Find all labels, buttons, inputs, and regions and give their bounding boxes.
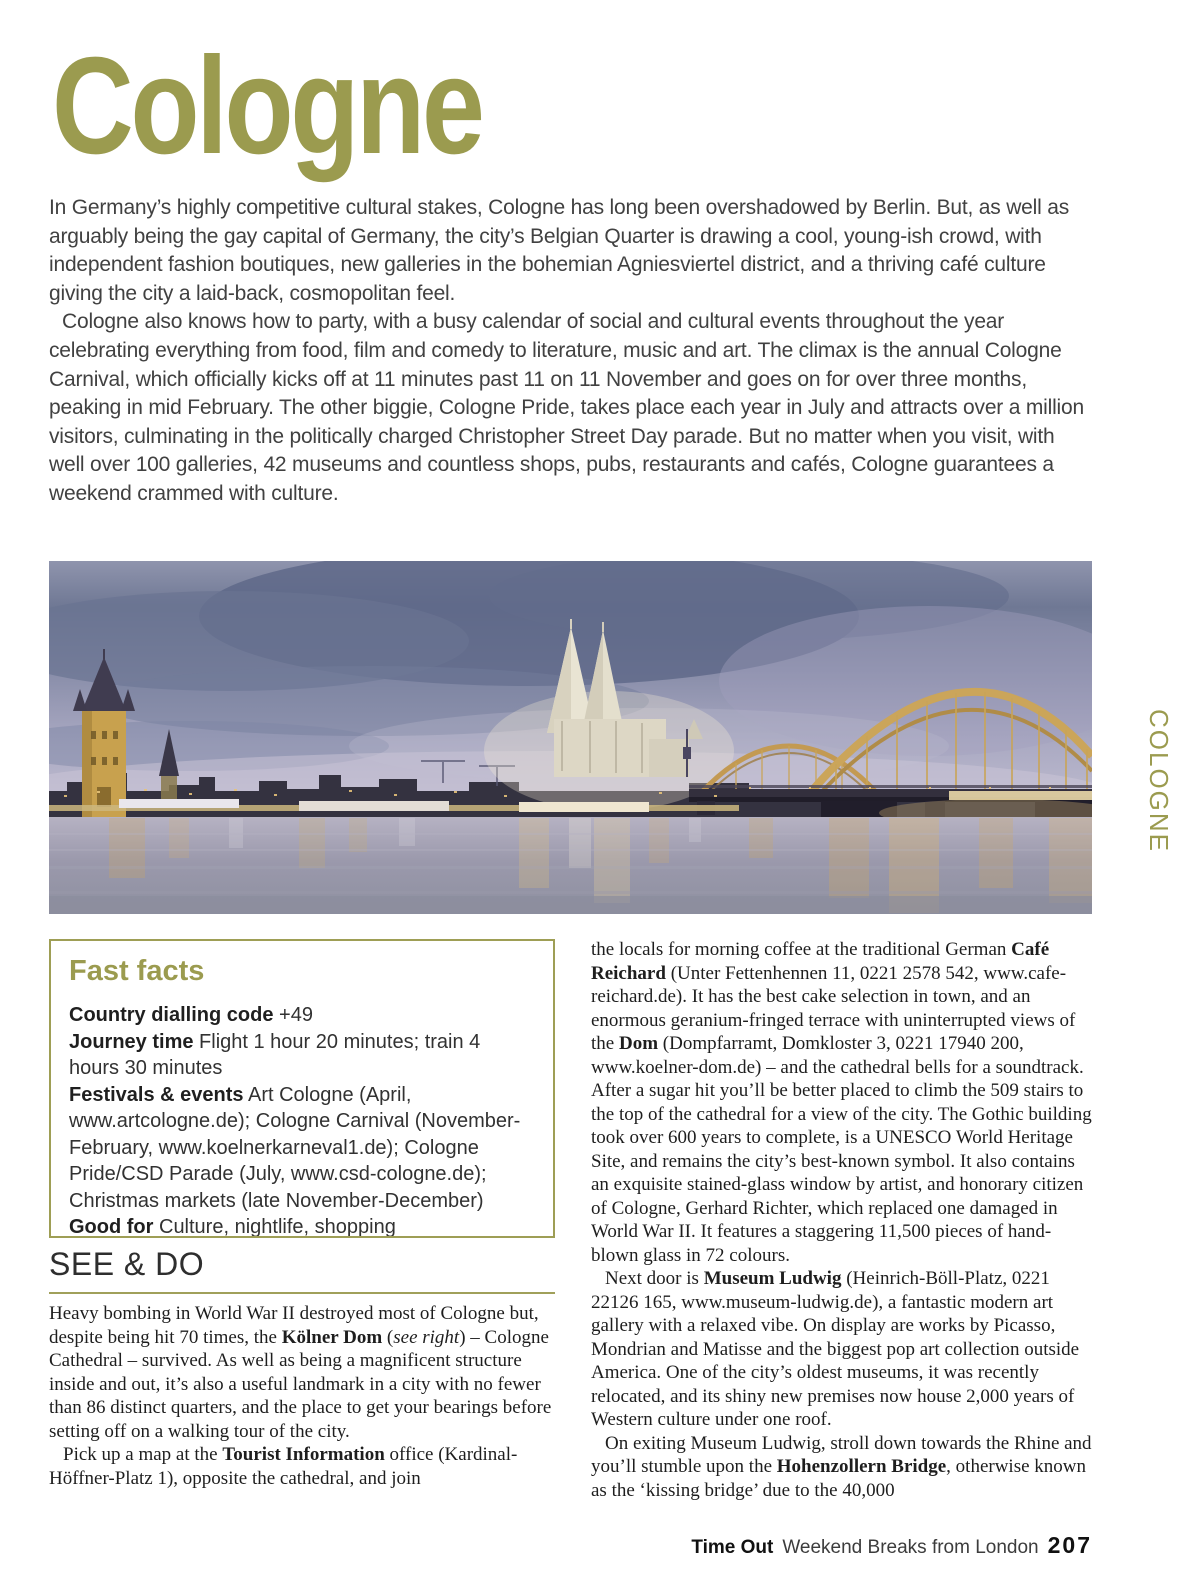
footer-series-title: Weekend Breaks from London: [782, 1537, 1039, 1558]
paragraph: Heavy bombing in World War II destroyed most of Cologne but, despite being hit 70 times, the Kölner Dom (see right) – Cologne Cathedral – survived. As well as being a magnificent structure inside and out, it’s also a useful landmark in a city with no fewer than 86 distinct quarters, and the place to get your bearings before setting off on a walking tour of the city.: [49, 1303, 552, 1442]
fast-fact-journey-time: Journey time Flight 1 hour 20 minutes; train 4 hours 30 minutes: [69, 1030, 481, 1079]
paragraph: Next door is Museum Ludwig (Heinrich-Böll-Platz, 0221 22126 165, www.museum-ludwig.de), a fantastic modern art gallery with a relaxed vibe. On display are works by Picasso, Mondrian and Matisse and the biggest pop art collection outside America. One of the city’s oldest museums, it was recently relocated, and its shiny new premises now house 2,000 years of Western culture under one roof.: [591, 1268, 1080, 1430]
fast-fact-dialling-code: Country dialling code +49: [69, 1004, 313, 1026]
section-heading-see-do: SEE & DO: [49, 1246, 555, 1294]
footer-page-number: 207: [1047, 1532, 1092, 1558]
intro-text: [49, 194, 1095, 509]
paragraph: the locals for morning coffee at the traditional German Café Reichard (Unter Fettenhennen 11, 0221 2578 542, www.cafe-reichard.de). It has the best cake selection in town, and an enormous geranium-fringed terrace with uninterrupted views of the Dom (Dompfarramt, Domkloster 3, 0221 17940 200, www.koelner-dom.de) – and the cathedral bells for a soundtrack. After a sugar hit you’ll be better placed to climb the 509 stairs to the top of the cathedral for a view of the city. The Gothic building took over 600 years to complete, is a UNESCO World Heritage Site, and remains the city’s best-known symbol. It also contains an exquisite stained-glass window by artist, and honorary citizen of Cologne, Gerhard Richter, which replaced one damaged in World War II. It features a staggering 11,500 pieces of hand-blown glass in 72 colours.: [591, 939, 1092, 1266]
body-column-right: [591, 938, 1093, 1502]
paragraph: On exiting Museum Ludwig, stroll down towards the Rhine and you’ll stumble upon the Hohenzollern Bridge, otherwise known as the ‘kissing bridge’ due to the 40,000: [591, 1432, 1092, 1501]
paragraph: Pick up a map at the Tourist Information office (Kardinal-Höffner-Platz 1), opposite the cathedral, and join: [49, 1444, 518, 1489]
fast-facts-title: Fast facts: [69, 955, 205, 987]
cologne-skyline-photo: [49, 561, 1092, 914]
intro-paragraph-1: In Germany’s highly competitive cultural stakes, Cologne has long been overshadowed by Berlin. But, as well as arguably being the gay capital of Germany, the city’s Belgian Quarter is drawing a cool, young-ish crowd, with independent fashion boutiques, new galleries in the bohemian Agniesviertel district, and a thriving café culture giving the city a laid-back, cosmopolitan feel.: [49, 196, 1070, 305]
side-page-label: COLOGNE: [1144, 709, 1174, 854]
fast-fact-good-for: Good for Culture, nightlife, shopping: [69, 1216, 396, 1238]
intro-paragraph-2: Cologne also knows how to party, with a busy calendar of social and cultural events throughout the year celebrating everything from food, film and comedy to literature, music and art. The climax is the annual Cologne Carnival, which officially kicks off at 11 minutes past 11 on 11 November and goes on for over three months, peaking in mid February. The other biggie, Cologne Pride, takes place each year in July and attracts over a million visitors, culminating in the politically charged Christopher Street Day parade. But no matter when you visit, with well over 100 galleries, 42 museums and countless shops, pubs, restaurants and cafés, Cologne guarantees a weekend crammed with culture.: [49, 310, 1084, 505]
fast-fact-festivals: Festivals & events Art Cologne (April, www.artcologne.de); Cologne Carnival (November-February, www.koelnerkarneval1.de); Cologne Pride/CSD Parade (July, www.csd-cologne.de); Christmas markets (late November-December): [69, 1083, 521, 1212]
page-title: Cologne: [52, 29, 482, 183]
body-column-left: [49, 1302, 555, 1490]
page-footer: [49, 1532, 1092, 1559]
fast-facts-box: [49, 939, 555, 1238]
footer-brand: Time Out: [691, 1537, 774, 1558]
